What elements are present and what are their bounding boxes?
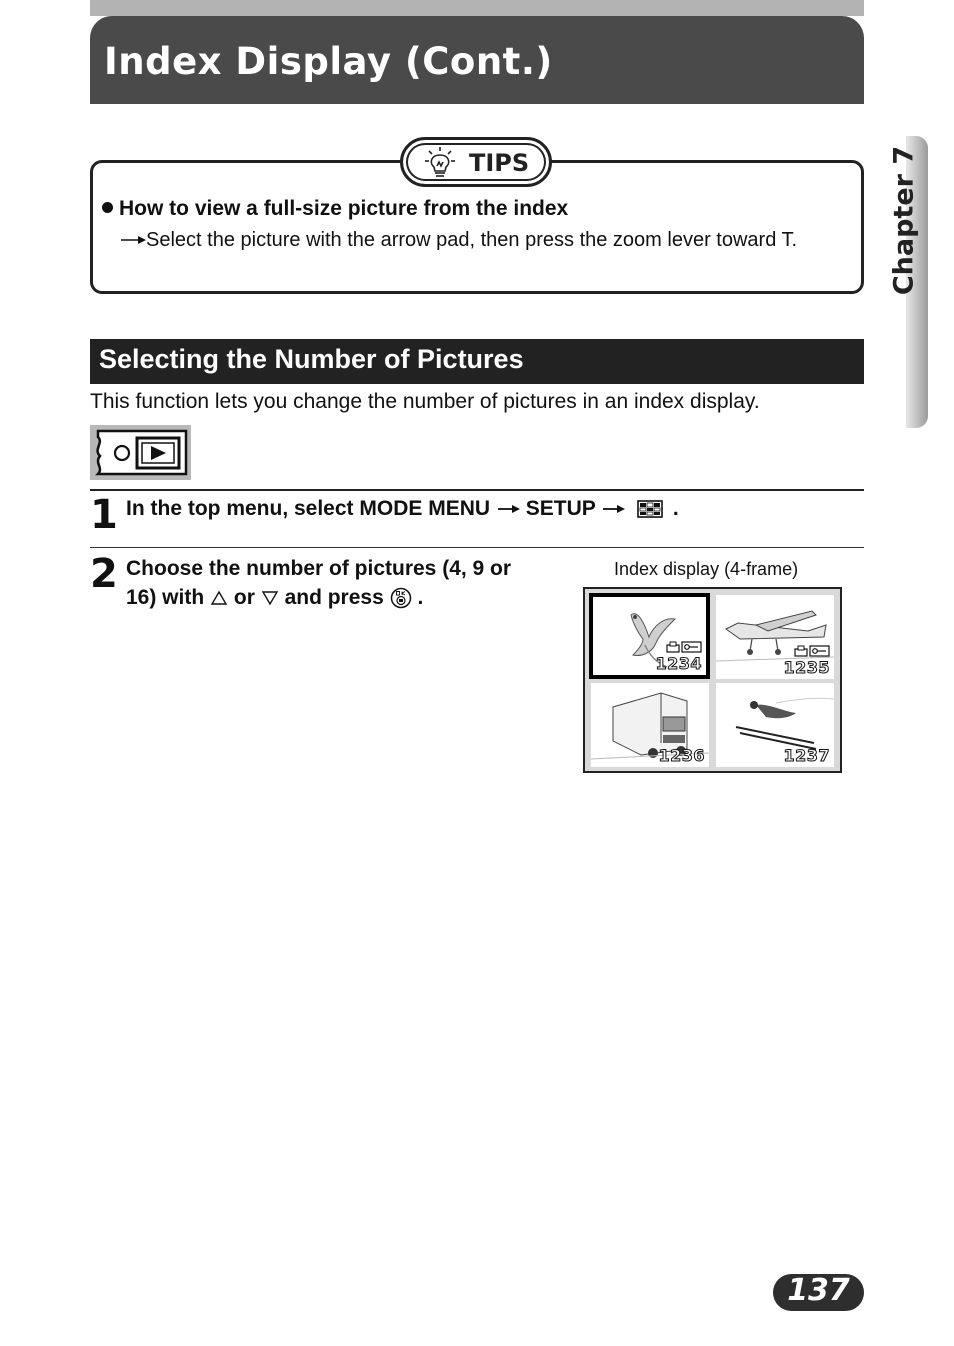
section-title: Selecting the Number of Pictures [99,344,524,374]
up-triangle-icon [210,590,228,606]
print-protect-marks-icon [794,645,830,657]
down-triangle-icon [261,590,279,606]
arrow-right-icon [601,503,625,515]
step-number-2: 2 [90,551,118,597]
playback-mode-dial-icon [90,425,191,480]
thumbnail-1235[interactable] [716,595,834,679]
tip-heading-text: How to view a full-size picture from the index [119,197,569,220]
frame-number: 1237 [783,746,830,765]
tips-label: TIPS [469,149,530,177]
playback-mode-icon [90,425,191,480]
index-display-screen [583,587,842,773]
step-1-text [126,497,679,521]
ok-button-icon [390,587,412,609]
thumbnail-1236[interactable] [591,683,709,767]
index-display-icon [637,500,663,518]
step-2-text-end: . [417,586,424,609]
chapter-tab-label: Chapter 7 [888,145,920,296]
section-intro: This function lets you change the number of pictures in an index display. [90,390,760,413]
bullet-icon [102,202,113,213]
step-1-text-a: In the top menu, select MODE MENU [126,497,491,520]
figure-caption: Index display (4-frame) [614,559,799,579]
step-1-text-b: SETUP [525,497,596,520]
chapter-tab-label-wrap [874,145,934,300]
tip-body-text: Select the picture with the arrow pad, then press the zoom lever toward T. [146,229,798,251]
step-divider [90,547,864,548]
page-title: Index Display (Cont.) [104,40,553,83]
tip-heading [102,197,568,221]
frame-number: 1236 [658,746,705,765]
step-2-text-a: Choose the number of pictures (4, 9 or 16) with [126,557,512,609]
print-protect-marks-icon [666,641,702,653]
step-divider-top [90,489,864,491]
thumbnail-1234[interactable] [589,593,710,679]
thumbnail-1237[interactable] [716,683,834,767]
step-2-text-or: or [233,586,255,609]
step-number-1: 1 [90,492,118,538]
step-2-text-b: and press [284,586,384,609]
tips-badge [400,137,552,187]
step-1-text-end: . [672,497,679,520]
title-bar-top-strip [90,0,864,16]
lightbulb-icon [423,146,457,180]
tip-body [120,226,852,255]
arrow-right-icon [120,234,146,246]
frame-number: 1235 [783,658,830,677]
frame-number: 1234 [655,654,702,673]
page-number: 137 [787,1273,850,1308]
arrow-right-icon [496,503,520,515]
step-2-text [126,554,546,612]
